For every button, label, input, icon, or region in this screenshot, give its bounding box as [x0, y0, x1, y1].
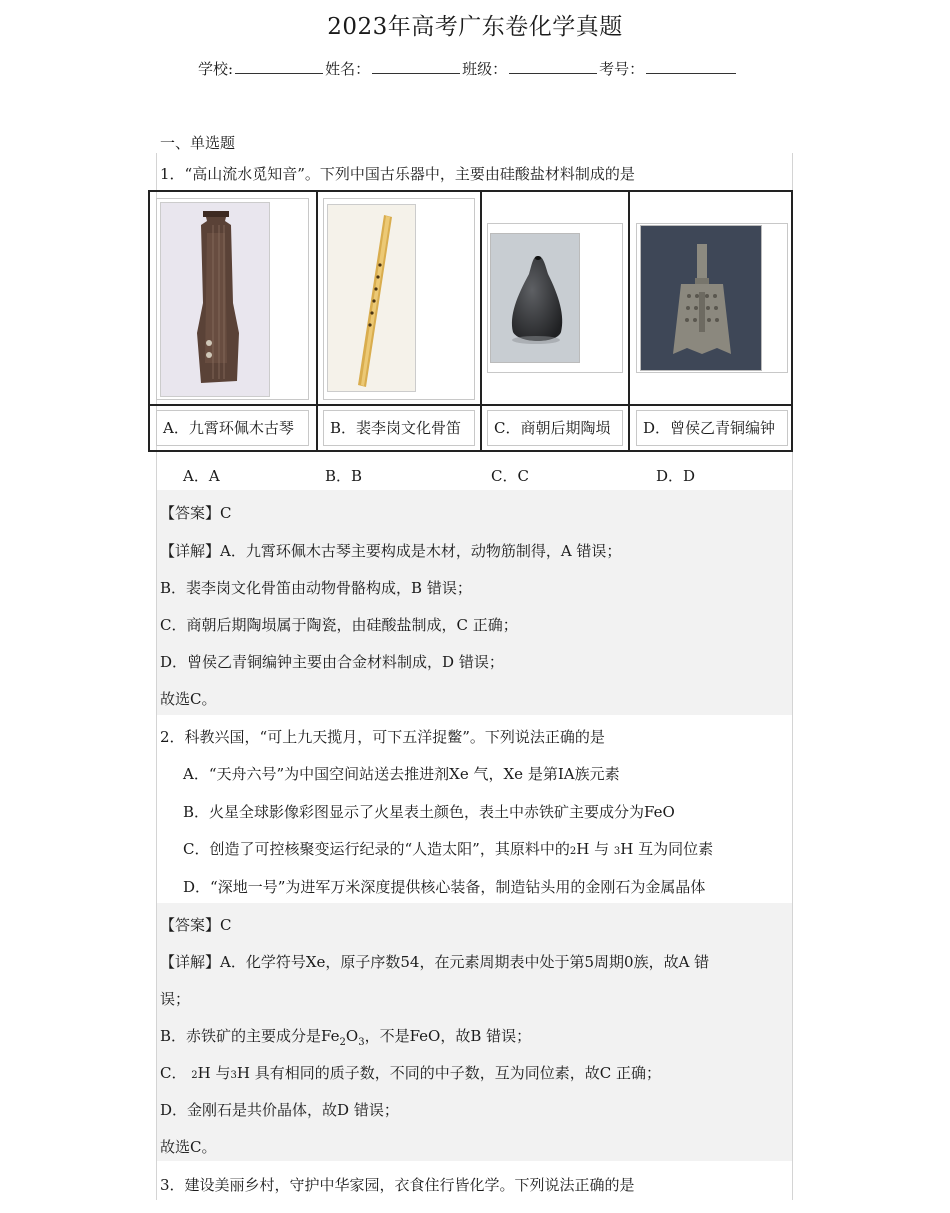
isotope-symbol-h3: H: [236, 1064, 250, 1082]
q1-option-c[interactable]: C．C: [491, 467, 529, 485]
option-b-label: B．裴李岗文化骨笛: [323, 410, 475, 446]
q1-conclusion: 故选C。: [160, 690, 217, 708]
student-info-fields: [198, 58, 738, 79]
option-c-label: C．商朝后期陶埙: [487, 410, 623, 446]
pottery-xun-image: [490, 233, 580, 363]
question-2-stem: 2．科教兴国，“可上九天揽月，可下五洋捉鳖”。下列说法正确的是: [160, 728, 605, 746]
q2-detail-b: [160, 1025, 531, 1048]
q1-answer-block: [157, 490, 792, 715]
school-label: 学校:: [198, 60, 234, 78]
formula-subscript-3: 3: [358, 1037, 365, 1048]
q2-detail-c-prefix: C．: [160, 1064, 187, 1082]
q2-option-a[interactable]: A．“天舟六号”为中国空间站送去推进剂Xe 气，Xe 是第IA族元素: [183, 765, 620, 783]
q2-detail-d: D．金刚石是共价晶体，故D 错误；: [160, 1101, 399, 1119]
option-d-label: D．曾侯乙青铜编钟: [636, 410, 788, 446]
class-label: 班级：: [462, 60, 508, 78]
table-middle-rule: [150, 404, 791, 406]
q2-detail-c: [160, 1062, 661, 1083]
q1-detail-a: 【详解】A．九霄环佩木古琴主要构成是木材，动物筋制得，A 错误；: [160, 542, 622, 560]
option-c-cell: [480, 192, 628, 450]
q2-detail-a: 【详解】A．化学符号Xe，原子序数54，在元素周期表中处于第5周期0族，故A 错: [160, 953, 710, 971]
q2-detail-c-and: 与: [210, 1064, 231, 1082]
q1-detail-c: C．商朝后期陶埙属于陶瓷，由硅酸盐制成，C 正确；: [160, 616, 518, 634]
option-b-cell: [316, 192, 480, 450]
q2-conclusion: 故选C。: [160, 1138, 217, 1156]
isotope-mass-2: 2: [569, 846, 577, 857]
isotope-mass-2: 2: [191, 1070, 198, 1081]
question-1-image-table: [148, 190, 793, 452]
q2-answer: 【答案】C: [160, 916, 232, 934]
q1-option-a[interactable]: A．A: [183, 467, 220, 485]
option-d-cell: [628, 192, 791, 450]
option-c-image-frame: [487, 223, 623, 373]
q1-detail-b: B．裴李岗文化骨笛由动物骨骼构成，B 错误；: [160, 579, 472, 597]
option-a-label: A．九霄环佩木古琴: [156, 410, 309, 446]
q1-option-b[interactable]: B．B: [325, 467, 363, 485]
option-a-image-frame: [156, 198, 309, 400]
q1-option-d[interactable]: D．D: [656, 467, 696, 485]
question-3-stem: 3．建设美丽乡村，守护中华家园，衣食住行皆化学。下列说法正确的是: [160, 1176, 635, 1194]
isotope-symbol-h3: H: [620, 840, 634, 858]
q2-option-d[interactable]: D．“深地一号”为进军万米深度提供核心装备，制造钻头用的金刚石为金属晶体: [183, 878, 706, 896]
q2-detail-a-cont: 误；: [160, 990, 191, 1008]
isotope-mass-3: 3: [230, 1070, 237, 1081]
q2-option-c-tail: 互为同位素: [633, 840, 714, 858]
formula-subscript-2: 2: [339, 1037, 346, 1048]
isotope-symbol-h2: H: [576, 840, 590, 858]
option-b-image-frame: [323, 198, 475, 400]
page-title: 2023年高考广东卷化学真题: [327, 14, 623, 40]
formula-o: O: [345, 1027, 359, 1045]
guqin-image: [160, 202, 270, 397]
q2-option-c-and: 与: [589, 840, 610, 858]
id-blank[interactable]: [646, 59, 736, 74]
name-label: 姓名：: [325, 60, 371, 78]
school-blank[interactable]: [235, 59, 323, 74]
option-d-image-frame: [636, 223, 788, 373]
id-label: 考号：: [599, 60, 645, 78]
q2-detail-b-text: B．赤铁矿的主要成分是Fe: [160, 1027, 340, 1045]
bronze-bell-image: [640, 225, 762, 371]
question-1-stem: 1．“高山流水觅知音”。下列中国古乐器中，主要由硅酸盐材料制成的是: [160, 165, 635, 183]
isotope-symbol-h2: H: [197, 1064, 211, 1082]
q2-option-b[interactable]: B．火星全球影像彩图显示了火星表土颜色，表土中赤铁矿主要成分为FeO: [183, 803, 675, 821]
bone-flute-image: [327, 204, 416, 392]
class-blank[interactable]: [509, 59, 597, 74]
q2-detail-c-tail: 具有相同的质子数，不同的中子数，互为同位素，故C 正确；: [249, 1064, 662, 1082]
section-heading: 一、单选题: [160, 134, 236, 152]
q2-option-c-text: C．创造了可控核聚变运行纪录的“人造太阳”，其原料中的: [183, 840, 570, 858]
name-blank[interactable]: [372, 59, 460, 74]
option-a-cell: [150, 192, 316, 450]
q1-detail-d: D．曾侯乙青铜编钟主要由合金材料制成，D 错误；: [160, 653, 504, 671]
q2-option-c[interactable]: [183, 838, 713, 859]
q2-detail-b-tail: ，不是FeO，故B 错误；: [364, 1027, 532, 1045]
q1-answer: 【答案】C: [160, 504, 232, 522]
isotope-mass-3: 3: [613, 846, 621, 857]
